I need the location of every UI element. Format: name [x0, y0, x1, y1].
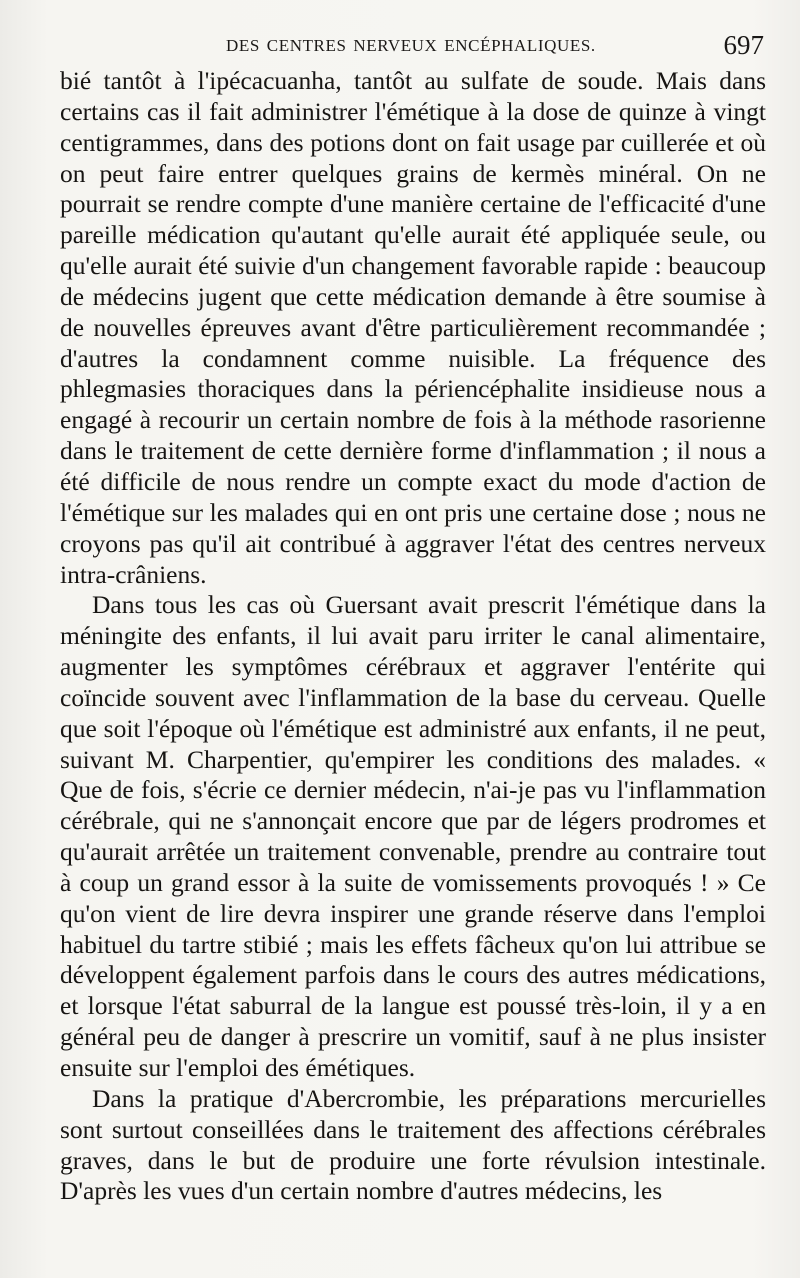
paragraph-continued: bié tantôt à l'ipécacuanha, tantôt au sulfate de soude. Mais dans certains cas il fait administrer l'émétique à la dose de quinze à vingt centigrammes, dans des potions dont on fait usage par cuillerée et où on peut faire entrer quelques grains de kermès minéral. On ne pourrait se rendre compte d'une manière certaine de l'efficacité d'une pareille médication qu'autant qu'elle aurait été appliquée seule, ou qu'elle aurait été suivie d'un changement favorable rapide : beaucoup de médecins jugent que cette médication demande à être soumise à de nouvelles épreuves avant d'être particulièrement recommandée ; d'autres la condamnent comme nuisible. La fréquence des phlegmasies thoraciques dans la périencéphalite insidieuse nous a engagé à recourir un certain nombre de fois à la méthode rasorienne dans le traitement de cette dernière forme d'inflammation ; il nous a été difficile de nous rendre un compte exact du mode d'action de l'émétique sur les malades qui en ont pris une certaine dose ; nous ne croyons pas qu'il ait contribué à aggraver l'état des centres nerveux intra-crâniens.	[60, 66, 766, 589]
running-title: DES CENTRES NERVEUX ENCÉPHALIQUES.	[226, 36, 596, 55]
body-text	[60, 66, 766, 1207]
paragraph-abercrombie: Dans la pratique d'Abercrombie, les préparations mercurielles sont surtout conseillées dans le traitement des affections cérébrales graves, dans le but de produire une forte révulsion intestinale. D'après les vues d'un certain nombre d'autres médecins, les	[60, 1083, 766, 1206]
paragraph-guersant: Dans tous les cas où Guersant avait prescrit l'émétique dans la méningite des enfants, il lui avait paru irriter le canal alimentaire, augmenter les symptômes cérébraux et aggraver l'entérite qui coïncide souvent avec l'inflammation de la base du cerveau. Quelle que soit l'époque où l'émétique est administré aux enfants, il ne peut, suivant M. Charpentier, qu'empirer les conditions des malades. « Que de fois, s'écrie ce dernier médecin, n'ai-je pas vu l'inflammation cérébrale, qui ne s'annonçait encore que par de légers prodromes et qu'aurait arrêtée un traitement convenable, prendre au contraire tout à coup un grand essor à la suite de vomissements provoqués ! » Ce qu'on vient de lire devra inspirer une grande réserve dans l'emploi habituel du tartre stibié ; mais les effets fâcheux qu'on lui attribue se développent également parfois dans le cours des autres médications, et lorsque l'état saburral de la langue est poussé très-loin, il y a en général peu de danger à prescrire un vomitif, sauf à ne plus insister ensuite sur l'emploi des émétiques.	[60, 590, 766, 1082]
running-head	[60, 30, 766, 64]
page-number: 697	[723, 30, 764, 60]
